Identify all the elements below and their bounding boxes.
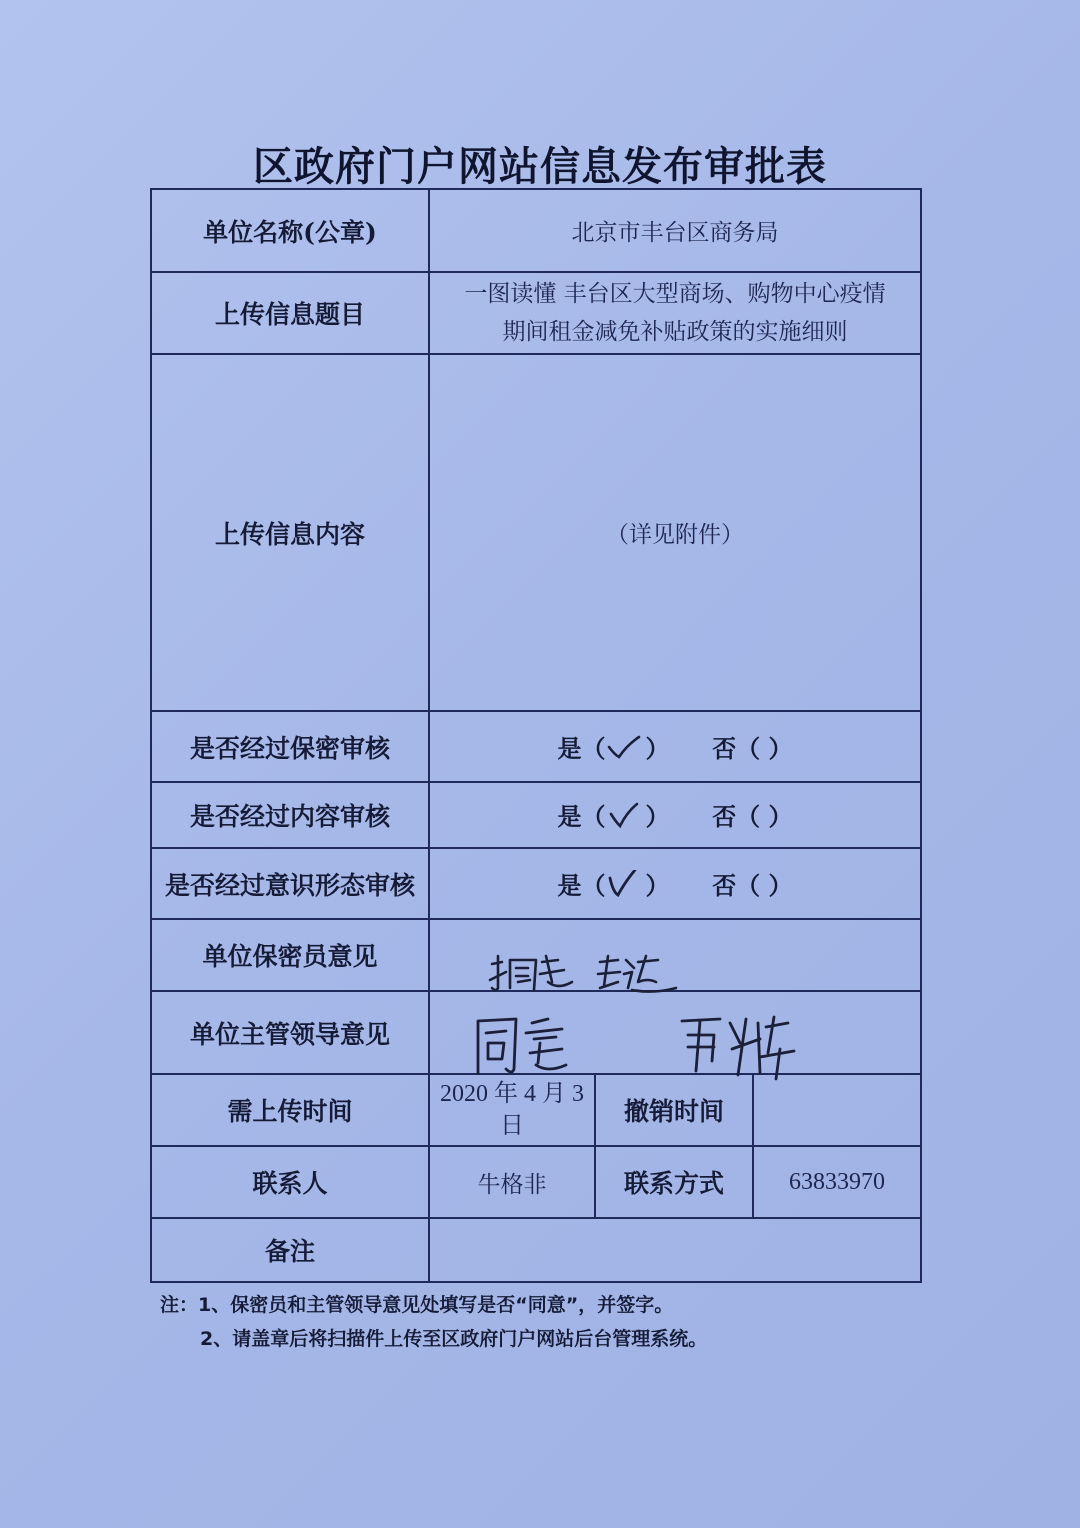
footnote-2: 2、请盖章后将扫描件上传至区政府门户网站后台管理系统。 bbox=[200, 1328, 708, 1350]
leader-opinion-signature bbox=[470, 1013, 800, 1085]
row-upload-content bbox=[151, 354, 921, 711]
upload-title-line2: 期间租金减免补贴政策的实施细则 bbox=[502, 319, 848, 345]
unit-name-label: 单位名称(公章) bbox=[151, 189, 429, 272]
content-yes-label: 是（ bbox=[557, 802, 606, 832]
checkmark-icon bbox=[605, 733, 645, 761]
contact-label: 联系人 bbox=[151, 1146, 429, 1218]
secrecy-yes-close: ） bbox=[645, 733, 670, 763]
ideology-yes-close: ） bbox=[645, 870, 670, 900]
row-remarks bbox=[151, 1218, 921, 1282]
secrecy-yes-label: 是（ bbox=[557, 733, 606, 763]
ideology-no-label: 否（ ） bbox=[712, 870, 793, 900]
row-unit-name bbox=[151, 189, 921, 272]
secrecy-no-label: 否（ ） bbox=[712, 733, 793, 763]
ideology-review-options bbox=[429, 848, 921, 919]
ideology-yes-label: 是（ bbox=[557, 870, 606, 900]
upload-time-label: 需上传时间 bbox=[151, 1074, 429, 1146]
row-content-review bbox=[151, 782, 921, 848]
upload-title-line1: 一图读懂 丰台区大型商场、购物中心疫情 bbox=[464, 281, 886, 307]
unit-name-value: 北京市丰台区商务局 bbox=[429, 189, 921, 272]
checkmark-icon bbox=[605, 870, 645, 898]
upload-title-value bbox=[429, 272, 921, 354]
row-contact bbox=[151, 1146, 921, 1218]
secrecy-officer-signature bbox=[488, 952, 678, 997]
upload-content-label: 上传信息内容 bbox=[151, 354, 429, 711]
content-review-label: 是否经过内容审核 bbox=[151, 782, 429, 848]
secrecy-review-label: 是否经过保密审核 bbox=[151, 711, 429, 782]
content-no-label: 否（ ） bbox=[712, 802, 793, 832]
upload-time-line2: 日 bbox=[500, 1113, 524, 1139]
row-secrecy-review bbox=[151, 711, 921, 782]
contact-method-label: 联系方式 bbox=[595, 1146, 753, 1218]
footnote-1: 注：1、保密员和主管领导意见处填写是否“同意”，并签字。 bbox=[160, 1294, 674, 1316]
upload-content-value: （详见附件） bbox=[429, 354, 921, 711]
ideology-review-label: 是否经过意识形态审核 bbox=[151, 848, 429, 919]
leader-opinion-label: 单位主管领导意见 bbox=[151, 991, 429, 1074]
secrecy-review-options bbox=[429, 711, 921, 782]
content-yes-close: ） bbox=[645, 802, 670, 832]
upload-title-label: 上传信息题目 bbox=[151, 272, 429, 354]
secrecy-officer-label: 单位保密员意见 bbox=[151, 919, 429, 991]
checkmark-icon bbox=[605, 802, 645, 830]
form-title: 区政府门户网站信息发布审批表 bbox=[253, 143, 827, 190]
upload-time-line1: 2020 年 4 月 3 bbox=[440, 1081, 584, 1107]
footnotes bbox=[160, 1288, 980, 1356]
contact-value: 牛格非 bbox=[429, 1146, 595, 1218]
approval-table bbox=[150, 188, 922, 1283]
contact-method-value: 63833970 bbox=[753, 1146, 921, 1218]
remarks-value bbox=[429, 1218, 921, 1282]
row-upload-title bbox=[151, 272, 921, 354]
revoke-time-label: 撤销时间 bbox=[595, 1074, 753, 1146]
row-ideology-review bbox=[151, 848, 921, 919]
remarks-label: 备注 bbox=[151, 1218, 429, 1282]
content-review-options bbox=[429, 782, 921, 848]
